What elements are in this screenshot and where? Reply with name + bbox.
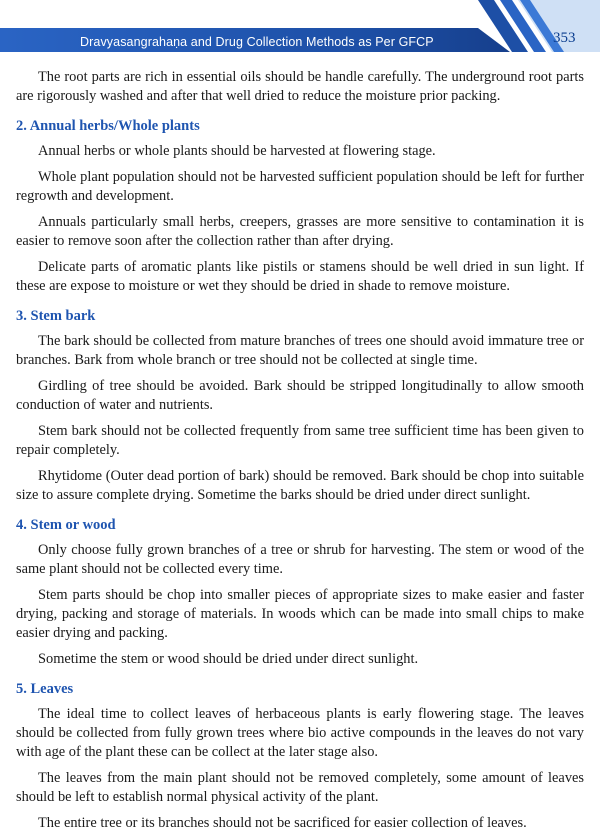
paragraph: Sometime the stem or wood should be dried under direct sunlight. bbox=[38, 651, 419, 667]
page-number: 353 bbox=[553, 30, 576, 46]
paragraph: Delicate parts of aromatic plants like pistils or stamens should be well dried in sun light. If these are expose to moisture or wet they should be dried in shade to remove moisture. bbox=[16, 259, 584, 294]
page-header bbox=[0, 0, 600, 58]
section-heading: 2. Annual herbs/Whole plants bbox=[16, 118, 200, 134]
intro-paragraph: The root parts are rich in essential oils should be handle carefully. The underground root parts are rigorously washed and after that well dried to reduce the moisture prior packing. bbox=[16, 69, 584, 104]
paragraph: Whole plant population should not be harvested sufficient population should be left for further regrowth and development. bbox=[16, 169, 584, 204]
paragraph: The bark should be collected from mature branches of trees one should avoid immature tree or branches. Bark from whole branch or tree should not be collected at single time. bbox=[16, 333, 584, 368]
paragraph: Annual herbs or whole plants should be harvested at flowering stage. bbox=[38, 143, 436, 159]
paragraph: The ideal time to collect leaves of herbaceous plants is early flowering stage. The leaves should be collected from fully grown trees where bio active compounds in the leaves do not vary with age of the plant these can be collect at the later stage also. bbox=[16, 706, 584, 760]
paragraph: The entire tree or its branches should not be sacrificed for easier collection of leaves. bbox=[38, 815, 527, 831]
paragraph: Only choose fully grown branches of a tree or shrub for harvesting. The stem or wood of the same plant should not be collected every time. bbox=[16, 542, 584, 577]
section-leaves bbox=[16, 681, 584, 833]
page-body bbox=[16, 68, 584, 840]
running-header-title: Dravyasangrahaṇa and Drug Collection Methods as Per GFCP bbox=[80, 35, 434, 49]
paragraph: Girdling of tree should be avoided. Bark should be stripped longitudinally to allow smooth conduction of water and nutrients. bbox=[16, 378, 584, 413]
section-heading: 4. Stem or wood bbox=[16, 517, 116, 533]
section-stem-or-wood bbox=[16, 517, 584, 669]
section-heading: 3. Stem bark bbox=[16, 308, 96, 324]
section-stem-bark bbox=[16, 308, 584, 505]
paragraph: Stem bark should not be collected frequently from same tree sufficient time has been given to repair completely. bbox=[16, 423, 584, 458]
paragraph: Annuals particularly small herbs, creepers, grasses are more sensitive to contamination it is easier to remove soon after the collection rather than after drying. bbox=[16, 214, 584, 249]
paragraph: The leaves from the main plant should not be removed completely, some amount of leaves should be left to establish normal physical activity of the plant. bbox=[16, 770, 584, 805]
paragraph: Rhytidome (Outer dead portion of bark) should be removed. Bark should be chop into suitable size to assure complete drying. Sometime the barks should be dried under direct sunlight. bbox=[16, 468, 584, 503]
header-banner-graphic bbox=[0, 0, 600, 58]
paragraph: Stem parts should be chop into smaller pieces of appropriate sizes to make easier and faster drying, packing and storage of materials. In woods which can be made into small chips to make easier drying and packing. bbox=[16, 587, 584, 641]
section-heading: 5. Leaves bbox=[16, 681, 74, 697]
section-annual-herbs bbox=[16, 118, 584, 296]
